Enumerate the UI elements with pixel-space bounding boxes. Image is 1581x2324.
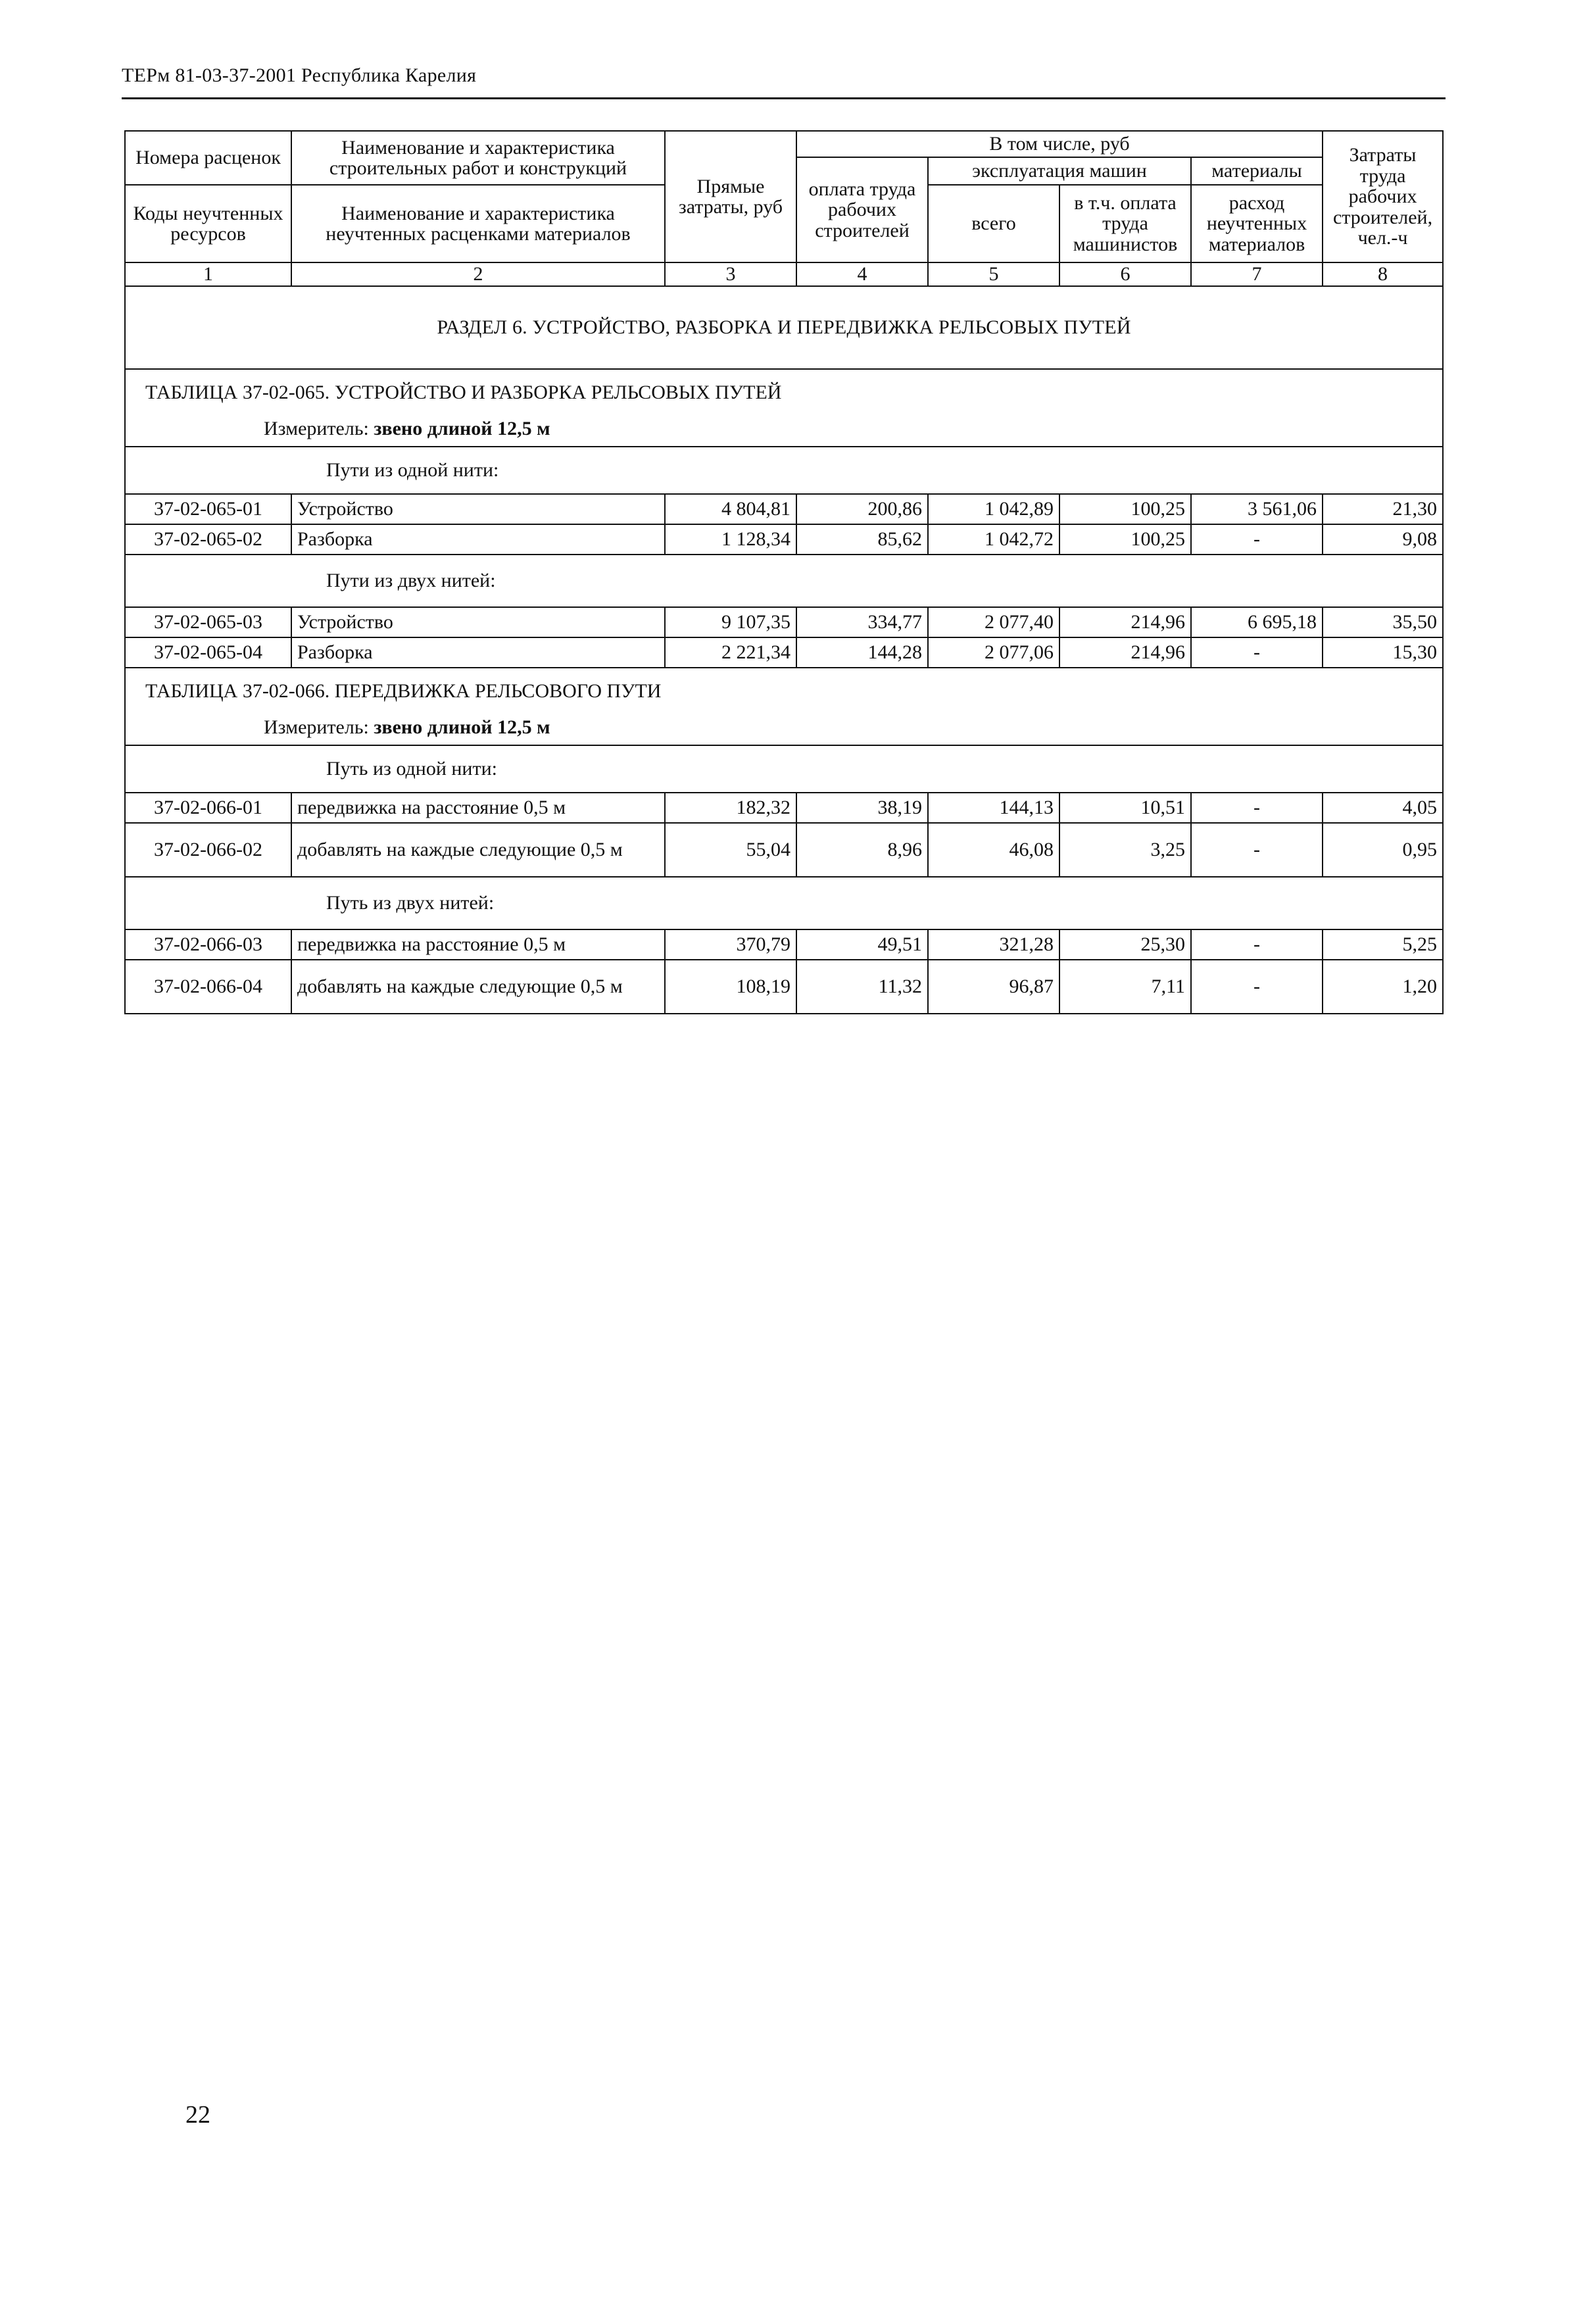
rate-code: 37-02-065-04 [125, 637, 291, 668]
rate-code: 37-02-065-02 [125, 524, 291, 555]
group-label: Пути из двух нитей: [125, 555, 1443, 607]
table-row [125, 607, 1443, 637]
direct-costs: 2 221,34 [665, 637, 796, 668]
machines-total: 144,13 [928, 793, 1059, 823]
labor-hours: 9,08 [1323, 524, 1443, 555]
col-header-material-name: Наименование и характеристика неучтенных расценками материалов [291, 185, 665, 262]
labor-hours: 15,30 [1323, 637, 1443, 668]
operator-pay: 7,11 [1059, 960, 1191, 1014]
work-name: Устройство [291, 494, 665, 524]
col-header-worker-pay: оплата труда рабочих строителей [796, 157, 928, 262]
direct-costs: 108,19 [665, 960, 796, 1014]
table-row [125, 929, 1443, 960]
table-row [125, 823, 1443, 877]
materials-cost: - [1191, 793, 1323, 823]
worker-pay: 11,32 [796, 960, 928, 1014]
column-number: 6 [1059, 262, 1191, 286]
direct-costs: 55,04 [665, 823, 796, 877]
table-row [125, 960, 1443, 1014]
worker-pay: 85,62 [796, 524, 928, 555]
col-header-work-name: Наименование и характеристика строительных работ и конструкций [291, 131, 665, 185]
work-name: Разборка [291, 637, 665, 668]
col-header-rate-number: Номера расценок [125, 131, 291, 185]
table-row [125, 524, 1443, 555]
col-header-materials: материалы [1191, 157, 1323, 185]
measure-value: звено длиной 12,5 м [374, 716, 550, 739]
machines-total: 1 042,72 [928, 524, 1059, 555]
work-name: добавлять на каждые следующие 0,5 м [291, 823, 665, 877]
col-header-resource-codes: Коды неучтенных ресурсов [125, 185, 291, 262]
rate-code: 37-02-066-03 [125, 929, 291, 960]
rate-code: 37-02-065-01 [125, 494, 291, 524]
work-name: Устройство [291, 607, 665, 637]
col-header-including: В том числе, руб [796, 131, 1323, 157]
materials-cost: - [1191, 929, 1323, 960]
rate-code: 37-02-066-01 [125, 793, 291, 823]
page-number: 22 [185, 2101, 210, 2129]
column-number: 5 [928, 262, 1059, 286]
worker-pay: 8,96 [796, 823, 928, 877]
machines-total: 96,87 [928, 960, 1059, 1014]
measure-value: звено длиной 12,5 м [374, 418, 550, 440]
machines-total: 321,28 [928, 929, 1059, 960]
table-body [125, 286, 1443, 1014]
running-head: ТЕРм 81-03-37-2001 Республика Карелия [122, 64, 477, 86]
worker-pay: 334,77 [796, 607, 928, 637]
machines-total: 2 077,40 [928, 607, 1059, 637]
labor-hours: 0,95 [1323, 823, 1443, 877]
col-header-machines-total: всего [928, 185, 1059, 262]
table-row [125, 793, 1443, 823]
rate-code: 37-02-065-03 [125, 607, 291, 637]
direct-costs: 4 804,81 [665, 494, 796, 524]
rate-code: 37-02-066-04 [125, 960, 291, 1014]
materials-cost: - [1191, 637, 1323, 668]
col-header-direct-costs: Прямые затраты, руб [665, 131, 796, 262]
direct-costs: 370,79 [665, 929, 796, 960]
col-header-labor-hours: Затраты труда рабочих строителей, чел.-ч [1323, 131, 1443, 262]
col-header-operator-pay: в т.ч. оплата труда машинистов [1059, 185, 1191, 262]
rates-table [124, 130, 1444, 1014]
work-name: добавлять на каждые следующие 0,5 м [291, 960, 665, 1014]
operator-pay: 25,30 [1059, 929, 1191, 960]
column-number: 8 [1323, 262, 1443, 286]
labor-hours: 1,20 [1323, 960, 1443, 1014]
operator-pay: 10,51 [1059, 793, 1191, 823]
direct-costs: 182,32 [665, 793, 796, 823]
materials-cost: 6 695,18 [1191, 607, 1323, 637]
worker-pay: 200,86 [796, 494, 928, 524]
measure-label: Измеритель: [264, 716, 369, 739]
table-header [125, 131, 1443, 286]
materials-cost: - [1191, 823, 1323, 877]
work-name: передвижка на расстояние 0,5 м [291, 793, 665, 823]
machines-total: 1 042,89 [928, 494, 1059, 524]
group-label: Путь из двух нитей: [125, 877, 1443, 929]
worker-pay: 49,51 [796, 929, 928, 960]
work-name: передвижка на расстояние 0,5 м [291, 929, 665, 960]
table-row [125, 494, 1443, 524]
operator-pay: 3,25 [1059, 823, 1191, 877]
operator-pay: 100,25 [1059, 524, 1191, 555]
section-title: РАЗДЕЛ 6. УСТРОЙСТВО, РАЗБОРКА И ПЕРЕДВИЖКА РЕЛЬСОВЫХ ПУТЕЙ [125, 286, 1443, 369]
measure-unit [125, 412, 1443, 447]
operator-pay: 214,96 [1059, 607, 1191, 637]
col-header-material-use: расход неучтенных материалов [1191, 185, 1323, 262]
measure-unit [125, 710, 1443, 745]
labor-hours: 4,05 [1323, 793, 1443, 823]
materials-cost: - [1191, 960, 1323, 1014]
table-title: ТАБЛИЦА 37-02-065. УСТРОЙСТВО И РАЗБОРКА РЕЛЬСОВЫХ ПУТЕЙ [125, 369, 1443, 412]
labor-hours: 5,25 [1323, 929, 1443, 960]
group-label: Путь из одной нити: [125, 745, 1443, 793]
column-number: 2 [291, 262, 665, 286]
table-row [125, 637, 1443, 668]
measure-label: Измеритель: [264, 418, 369, 440]
group-label: Пути из одной нити: [125, 447, 1443, 494]
column-number: 3 [665, 262, 796, 286]
table-title: ТАБЛИЦА 37-02-066. ПЕРЕДВИЖКА РЕЛЬСОВОГО ПУТИ [125, 668, 1443, 710]
operator-pay: 214,96 [1059, 637, 1191, 668]
header-rule [122, 97, 1446, 99]
machines-total: 2 077,06 [928, 637, 1059, 668]
labor-hours: 35,50 [1323, 607, 1443, 637]
operator-pay: 100,25 [1059, 494, 1191, 524]
direct-costs: 1 128,34 [665, 524, 796, 555]
column-number: 4 [796, 262, 928, 286]
work-name: Разборка [291, 524, 665, 555]
labor-hours: 21,30 [1323, 494, 1443, 524]
machines-total: 46,08 [928, 823, 1059, 877]
rate-code: 37-02-066-02 [125, 823, 291, 877]
materials-cost: 3 561,06 [1191, 494, 1323, 524]
column-number: 1 [125, 262, 291, 286]
materials-cost: - [1191, 524, 1323, 555]
column-number: 7 [1191, 262, 1323, 286]
direct-costs: 9 107,35 [665, 607, 796, 637]
col-header-machines: эксплуатация машин [928, 157, 1191, 185]
worker-pay: 38,19 [796, 793, 928, 823]
worker-pay: 144,28 [796, 637, 928, 668]
